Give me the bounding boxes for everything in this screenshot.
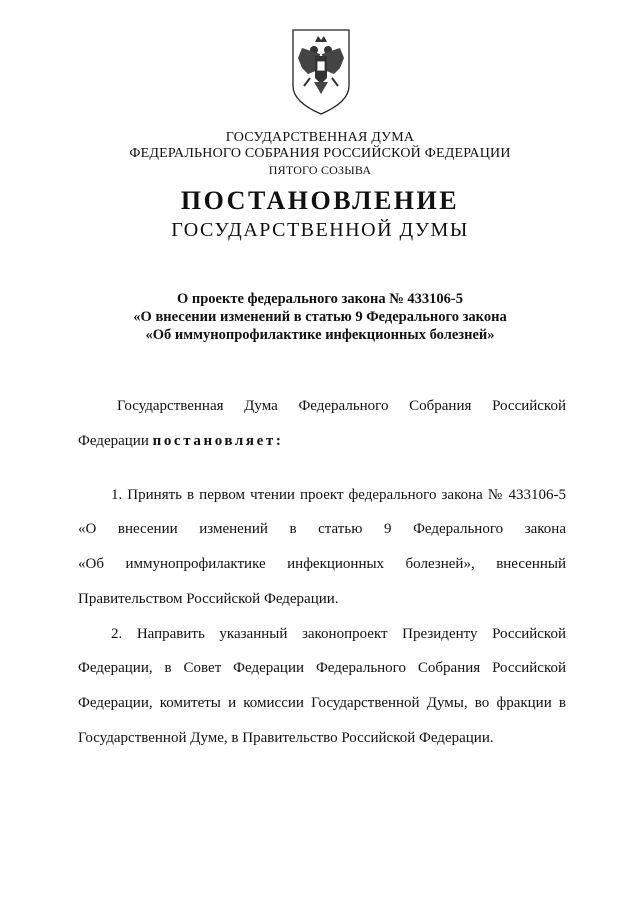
point1-line-3: «Об иммунопрофилактике инфекционных болезней», внесенный	[78, 556, 566, 572]
crown-icon	[315, 36, 327, 42]
point2-line-4: Государственной Думе, в Правительство Российской Федерации.	[78, 730, 494, 746]
point1-line-2: «О внесении изменений в статью 9 Федерального закона	[78, 521, 566, 537]
coat-of-arms-emblem	[290, 28, 352, 116]
point1-line-4: Правительством Российской Федерации.	[78, 591, 339, 607]
preamble-line-1: Государственная Дума Федерального Собрания Российской	[117, 398, 566, 414]
point1-line-1: 1. Принять в первом чтении проект федерального закона № 433106-5	[111, 487, 566, 503]
header-line-1: ГОСУДАРСТВЕННАЯ ДУМА	[225, 130, 415, 145]
document-title: ПОСТАНОВЛЕНИЕ	[180, 186, 460, 215]
chest-shield-icon	[317, 61, 325, 71]
subject-line-3: «Об иммунопрофилактике инфекционных болезней»	[145, 327, 495, 343]
eagle-tail-icon	[314, 82, 328, 94]
subject-line-2: «О внесении изменений в статью 9 Федерального закона	[133, 309, 507, 325]
preamble-federation: Федерации	[78, 433, 149, 449]
point2-line-1: 2. Направить указанный законопроект Президенту Российской	[111, 626, 566, 642]
subject-line-1: О проекте федерального закона № 433106-5	[176, 291, 464, 307]
header-line-2: ФЕДЕРАЛЬНОГО СОБРАНИЯ РОССИЙСКОЙ ФЕДЕРАЦИИ	[129, 146, 511, 161]
preamble-resolves: постановляет:	[152, 433, 284, 449]
point2-line-2: Федерации, в Совет Федерации Федерального Собрания Российской	[78, 660, 566, 676]
point2-line-3: Федерации, комитеты и комиссии Государственной Думы, во фракции в	[78, 695, 566, 711]
header-line-3: ПЯТОГО СОЗЫВА	[268, 163, 372, 177]
document-subtitle: ГОСУДАРСТВЕННОЙ ДУМЫ	[171, 219, 469, 241]
preamble-line-2	[78, 432, 566, 450]
